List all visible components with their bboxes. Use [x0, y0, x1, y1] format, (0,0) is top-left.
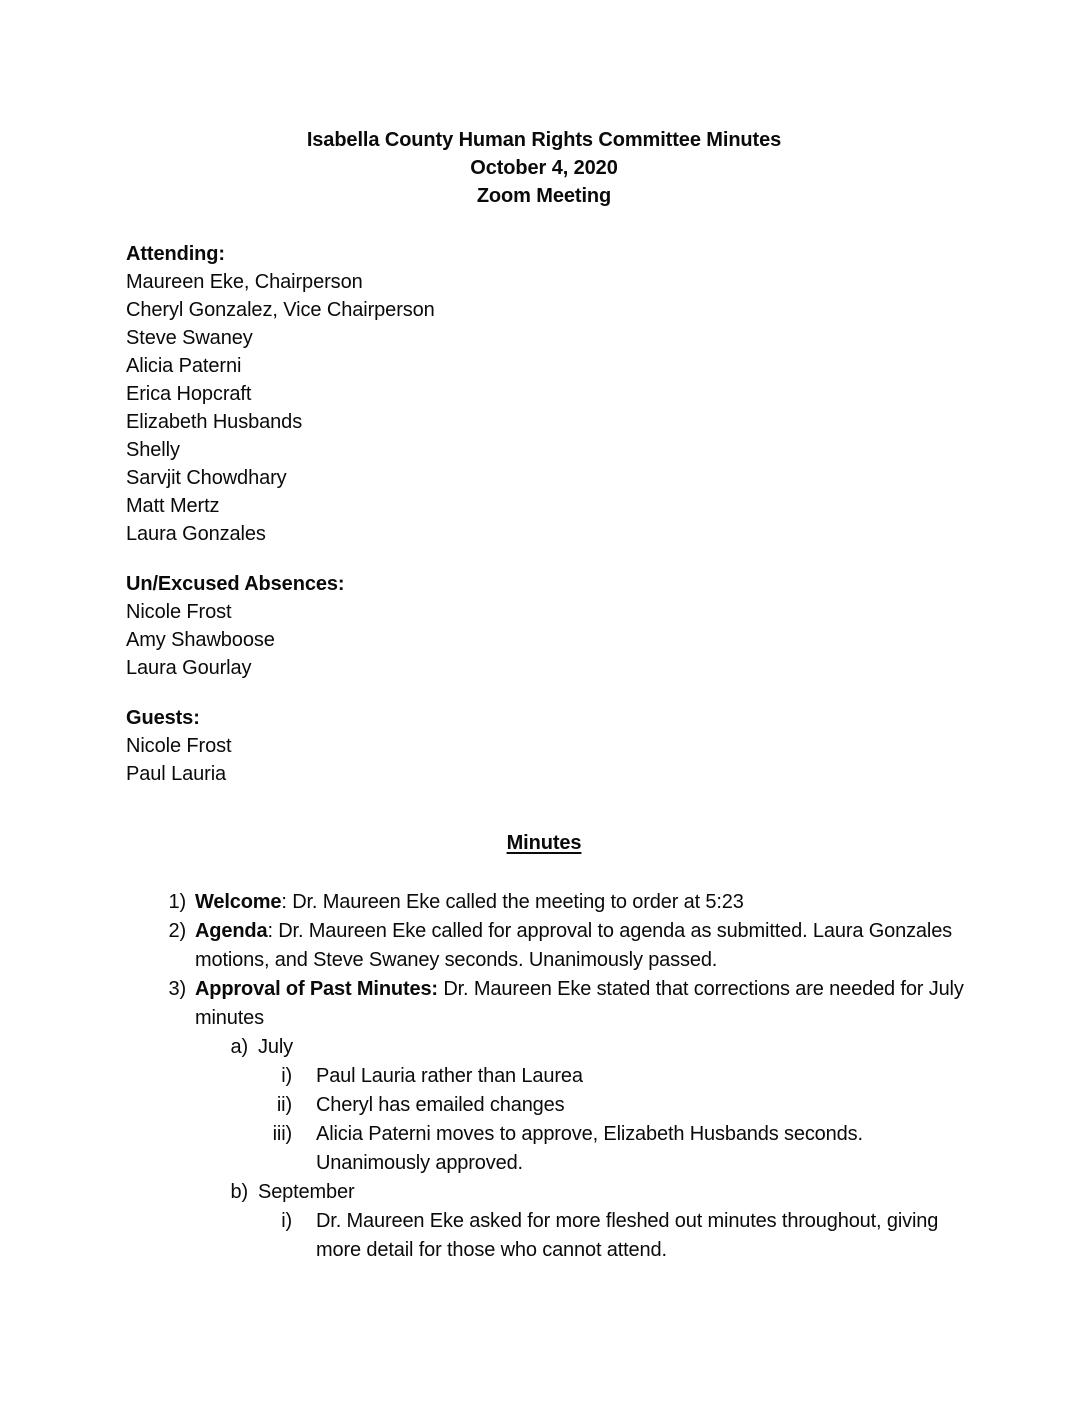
document-title-block: [0, 126, 1088, 210]
minutes-outline: [126, 888, 966, 1265]
list-marker: a): [230, 1036, 248, 1058]
list-item: Paul Lauria: [126, 763, 227, 785]
minutes-heading: Minutes: [506, 832, 582, 854]
minutes-item-1-body: : Dr. Maureen Eke called the meeting to order at 5:23: [281, 891, 744, 913]
list-item: Nicole Frost: [126, 601, 232, 623]
list-item: Sarvjit Chowdhary: [126, 467, 287, 489]
attending-section: [126, 240, 726, 548]
document-title-line-3: Zoom Meeting: [476, 185, 612, 207]
minutes-item-1: [160, 888, 966, 917]
minutes-item-3a: [222, 1033, 966, 1062]
list-item: Erica Hopcraft: [126, 383, 252, 405]
minutes-item-3a-i-text: Paul Lauria rather than Laurea: [316, 1065, 583, 1087]
list-item: Steve Swaney: [126, 327, 253, 349]
minutes-item-1-lead: Welcome: [195, 891, 282, 913]
minutes-item-3a-ii-text: Cheryl has emailed changes: [316, 1094, 565, 1116]
minutes-item-2-lead: Agenda: [195, 920, 268, 942]
minutes-item-3a-iii: [252, 1120, 966, 1178]
minutes-item-3-lead: Approval of Past Minutes:: [195, 978, 438, 1000]
list-item: Shelly: [126, 439, 180, 461]
minutes-item-3b-i-text: Dr. Maureen Eke asked for more fleshed out minutes throughout, giving more detail for those who cannot attend.: [316, 1210, 939, 1261]
minutes-item-2-text: [195, 917, 966, 975]
minutes-item-3a-text: July: [258, 1036, 293, 1058]
list-marker: i): [281, 1065, 292, 1087]
minutes-item-3b-i: [252, 1207, 966, 1265]
minutes-heading-wrap: [0, 832, 1088, 855]
list-item: Elizabeth Husbands: [126, 411, 303, 433]
absences-heading: Un/Excused Absences:: [126, 573, 345, 595]
attending-heading: Attending:: [126, 243, 225, 265]
guests-section: [126, 704, 726, 788]
minutes-item-3b: [222, 1178, 966, 1207]
list-item: Alicia Paterni: [126, 355, 242, 377]
minutes-item-2-body: : Dr. Maureen Eke called for approval to agenda as submitted. Laura Gonzales motions, and Steve Swaney seconds. Unanimously passed.: [195, 920, 953, 971]
minutes-item-3a-iii-text: Alicia Paterni moves to approve, Elizabeth Husbands seconds. Unanimously approved.: [316, 1123, 863, 1174]
roster-container: [126, 240, 726, 788]
list-marker: 3): [168, 978, 186, 1000]
list-marker: 1): [168, 891, 186, 913]
list-marker: b): [230, 1181, 248, 1203]
minutes-item-3-body: Dr. Maureen Eke stated that corrections are needed for July minutes: [195, 978, 964, 1029]
list-item: Maureen Eke, Chairperson: [126, 271, 363, 293]
list-item: Nicole Frost: [126, 735, 232, 757]
list-item: Cheryl Gonzalez, Vice Chairperson: [126, 299, 435, 321]
minutes-item-3a-ii: [252, 1091, 966, 1120]
absences-section: [126, 570, 726, 682]
minutes-item-1-text: [195, 888, 966, 917]
list-item: Laura Gourlay: [126, 657, 252, 679]
list-item: Matt Mertz: [126, 495, 220, 517]
list-item: Amy Shawboose: [126, 629, 275, 651]
list-marker: 2): [168, 920, 186, 942]
list-item: Laura Gonzales: [126, 523, 266, 545]
minutes-item-3a-i: [252, 1062, 966, 1091]
document-title-line-2: October 4, 2020: [470, 157, 618, 179]
minutes-item-2: [160, 917, 966, 975]
minutes-item-3-text: [195, 975, 966, 1033]
list-marker: i): [281, 1210, 292, 1232]
guests-heading: Guests:: [126, 707, 200, 729]
minutes-item-3: [160, 975, 966, 1033]
list-marker: iii): [272, 1123, 292, 1145]
list-marker: ii): [276, 1094, 292, 1116]
minutes-item-3b-text: September: [258, 1181, 355, 1203]
document-title-line-1: Isabella County Human Rights Committee Minutes: [306, 129, 782, 151]
